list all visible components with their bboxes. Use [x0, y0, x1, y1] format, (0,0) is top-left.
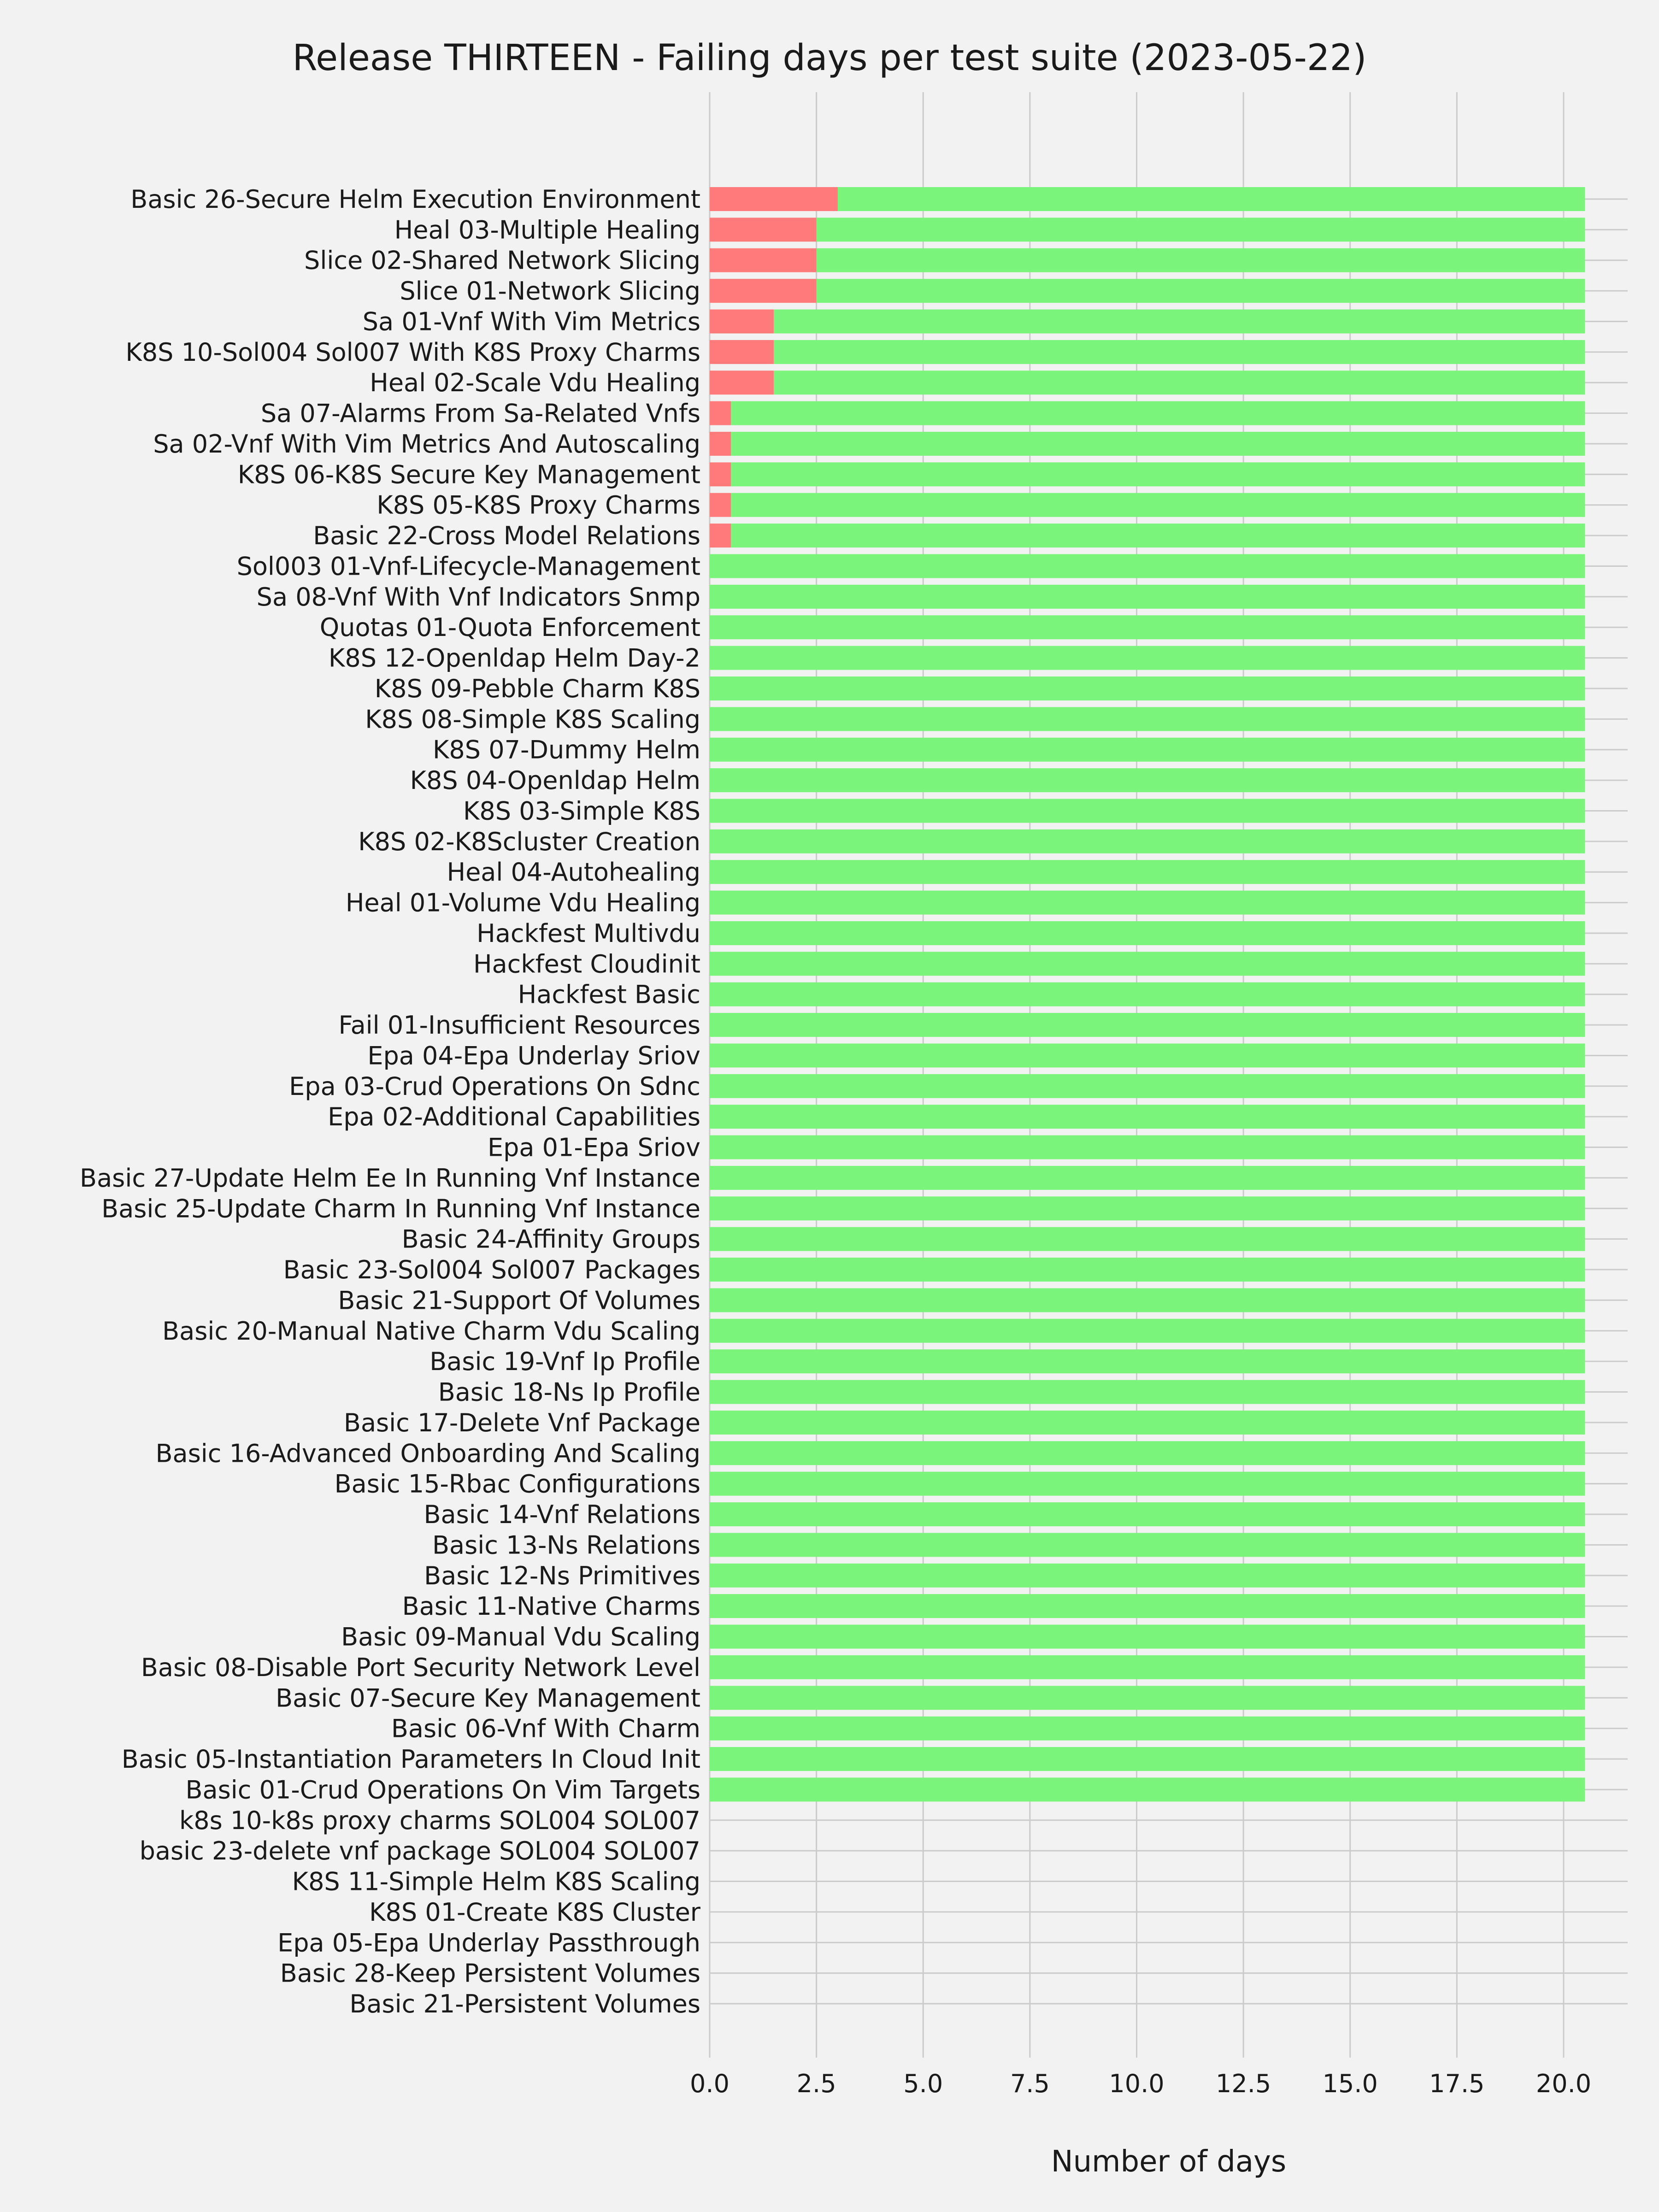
bar-passing [710, 1594, 1585, 1618]
bar-passing [710, 830, 1585, 853]
y-tick-label: Basic 24-Affinity Groups [401, 1224, 700, 1254]
y-tick-label: Basic 20-Manual Native Charm Vdu Scaling [162, 1316, 700, 1346]
bar-passing [710, 646, 1585, 670]
y-tick-label: Fail 01-Insufficient Resources [338, 1011, 700, 1040]
bar-passing [774, 340, 1585, 364]
y-tick-label: Basic 21-Persistent Volumes [349, 1989, 700, 2018]
bar-passing [731, 524, 1585, 547]
y-tick-label: K8S 07-Dummy Helm [433, 735, 700, 765]
y-tick-label: Epa 02-Additional Capabilities [328, 1102, 700, 1132]
bar-passing [710, 554, 1585, 578]
x-tick-label: 2.5 [796, 2069, 836, 2098]
x-tick-label: 7.5 [1010, 2069, 1050, 2098]
y-tick-label: K8S 04-Openldap Helm [410, 766, 700, 795]
bar-failing [710, 493, 731, 517]
y-tick-label: Basic 16-Advanced Onboarding And Scaling [155, 1439, 700, 1468]
y-tick-label: Basic 08-Disable Port Security Network Level [141, 1653, 700, 1682]
y-tick-label: Basic 21-Support Of Volumes [338, 1286, 700, 1315]
bar-passing [710, 1319, 1585, 1343]
bar-passing [710, 1472, 1585, 1496]
y-tick-label: Epa 04-Epa Underlay Sriov [367, 1041, 700, 1071]
y-tick-label: Quotas 01-Quota Enforcement [319, 613, 700, 642]
y-tick-label: Hackfest Cloudinit [473, 949, 700, 979]
y-tick-label: Slice 01-Network Slicing [400, 276, 700, 306]
bar-passing [710, 1043, 1585, 1067]
y-tick-label: Heal 02-Scale Vdu Healing [370, 368, 700, 398]
y-tick-label: Hackfest Basic [518, 980, 700, 1009]
bar-passing [710, 1411, 1585, 1435]
y-tick-label: Sa 08-Vnf With Vnf Indicators Snmp [256, 582, 700, 612]
y-tick-label: Epa 01-Epa Sriov [488, 1133, 700, 1162]
y-tick-label: Heal 03-Multiple Healing [394, 215, 700, 245]
bar-failing [710, 309, 774, 333]
y-tick-label: Basic 14-Vnf Relations [424, 1500, 700, 1530]
bar-passing [774, 309, 1585, 333]
bar-passing [710, 860, 1585, 884]
bar-passing [710, 585, 1585, 609]
y-tick-label: Sa 07-Alarms From Sa-Related Vnfs [260, 399, 700, 428]
y-tick-label: Heal 01-Volume Vdu Healing [345, 888, 700, 918]
y-tick-label: Basic 25-Update Charm In Running Vnf Instance [101, 1194, 700, 1224]
y-tick-label: Basic 07-Secure Key Management [276, 1683, 700, 1713]
y-tick-label: basic 23-delete vnf package SOL004 SOL007 [139, 1836, 700, 1866]
y-tick-label: Basic 09-Manual Vdu Scaling [341, 1622, 700, 1652]
x-tick-label: 5.0 [903, 2069, 943, 2098]
y-tick-label: K8S 01-Create K8S Cluster [369, 1897, 700, 1927]
bar-passing [710, 921, 1585, 945]
bar-passing [710, 952, 1585, 976]
bar-passing [710, 1777, 1585, 1801]
chart-title: Release THIRTEEN - Failing days per test suite (2023-05-22) [292, 37, 1367, 79]
y-tick-label: k8s 10-k8s proxy charms SOL004 SOL007 [179, 1806, 700, 1835]
y-tick-label: K8S 06-K8S Secure Key Management [237, 460, 700, 489]
bar-passing [710, 1349, 1585, 1373]
x-tick-labels [690, 2069, 1591, 2098]
y-tick-label: Basic 26-Secure Helm Execution Environment [130, 185, 700, 214]
y-tick-label: Basic 22-Cross Model Relations [313, 521, 700, 551]
y-tick-label: Sa 02-Vnf With Vim Metrics And Autoscaling [153, 429, 700, 459]
bar-failing [710, 218, 817, 241]
x-tick-label: 20.0 [1535, 2069, 1592, 2098]
bar-passing [710, 1013, 1585, 1037]
x-tick-label: 0.0 [690, 2069, 729, 2098]
bar-passing [710, 677, 1585, 700]
bar-failing [710, 432, 731, 456]
bar-failing [710, 371, 774, 394]
bar-passing [731, 462, 1585, 486]
y-tick-label: Hackfest Multivdu [477, 918, 700, 948]
bar-passing [710, 1380, 1585, 1404]
y-tick-label: K8S 08-Simple K8S Scaling [365, 705, 700, 734]
bar-passing [710, 768, 1585, 792]
y-tick-label: Sa 01-Vnf With Vim Metrics [362, 307, 700, 336]
y-tick-label: Basic 06-Vnf With Charm [391, 1714, 700, 1743]
y-tick-label: K8S 02-K8Scluster Creation [358, 827, 700, 856]
bar-passing [710, 1717, 1585, 1741]
bar-passing [710, 707, 1585, 731]
y-tick-label: Basic 12-Ns Primitives [424, 1561, 700, 1590]
y-tick-label: K8S 09-Pebble Charm K8S [374, 674, 700, 703]
bar-passing [731, 493, 1585, 517]
y-tick-label: Basic 19-Vnf Ip Profile [429, 1347, 700, 1377]
bar-passing [710, 1227, 1585, 1251]
bar-passing [817, 248, 1585, 272]
bar-passing [838, 187, 1585, 211]
bar-passing [710, 1686, 1585, 1710]
bar-passing [710, 1258, 1585, 1282]
x-tick-label: 15.0 [1322, 2069, 1378, 2098]
bar-passing [710, 1074, 1585, 1098]
bar-passing [710, 1166, 1585, 1190]
bar-passing [731, 401, 1585, 425]
y-tick-label: Slice 02-Shared Network Slicing [304, 246, 700, 275]
bar-failing [710, 462, 731, 486]
y-tick-label: Basic 27-Update Helm Ee In Running Vnf Instance [80, 1163, 700, 1193]
bar-passing [710, 1288, 1585, 1312]
y-tick-label: K8S 11-Simple Helm K8S Scaling [292, 1867, 700, 1896]
bar-passing [710, 1625, 1585, 1649]
y-tick-label: Heal 04-Autohealing [447, 858, 700, 887]
y-tick-label: Sol003 01-Vnf-Lifecycle-Management [236, 552, 700, 581]
bar-passing [710, 1747, 1585, 1771]
bar-passing [710, 799, 1585, 823]
bar-failing [710, 279, 817, 303]
bar-passing [710, 738, 1585, 762]
y-tick-label: Basic 23-Sol004 Sol007 Packages [283, 1255, 700, 1285]
y-tick-label: K8S 03-Simple K8S [463, 796, 700, 826]
bar-passing [817, 218, 1585, 241]
y-tick-label: Epa 03-Crud Operations On Sdnc [289, 1071, 700, 1101]
bar-passing [710, 1196, 1585, 1220]
y-tick-label: K8S 05-K8S Proxy Charms [377, 490, 700, 520]
y-tick-label: Basic 18-Ns Ip Profile [438, 1377, 700, 1407]
y-tick-label: K8S 10-Sol004 Sol007 With K8S Proxy Charms [125, 337, 700, 367]
bar-failing [710, 401, 731, 425]
y-tick-label: Basic 15-Rbac Configurations [334, 1469, 700, 1499]
bar-passing [710, 1105, 1585, 1129]
y-tick-label: Basic 13-Ns Relations [432, 1530, 700, 1560]
y-tick-label: Basic 28-Keep Persistent Volumes [280, 1959, 700, 1988]
bar-passing [774, 371, 1585, 394]
y-tick-label: K8S 12-Openldap Helm Day-2 [328, 643, 700, 673]
bar-passing [710, 1135, 1585, 1159]
x-tick-label: 17.5 [1429, 2069, 1485, 2098]
bar-failing [710, 187, 838, 211]
x-axis-label: Number of days [1051, 2145, 1287, 2179]
bar-failing [710, 524, 731, 547]
bar-passing [731, 432, 1585, 456]
y-tick-label: Basic 17-Delete Vnf Package [343, 1408, 700, 1437]
y-tick-label: Basic 05-Instantiation Parameters In Cloud Init [121, 1745, 700, 1774]
bar-passing [710, 1441, 1585, 1465]
bar-passing [710, 982, 1585, 1006]
bar-passing [817, 279, 1585, 303]
y-tick-label: Basic 01-Crud Operations On Vim Targets [185, 1775, 700, 1805]
bar-passing [710, 1533, 1585, 1557]
bar-passing [710, 1502, 1585, 1526]
x-tick-label: 12.5 [1216, 2069, 1271, 2098]
x-tick-label: 10.0 [1109, 2069, 1165, 2098]
y-tick-label: Basic 11-Native Charms [402, 1592, 700, 1621]
bar-passing [710, 1564, 1585, 1588]
bar-failing [710, 248, 817, 272]
bar-passing [710, 891, 1585, 915]
bar-passing [710, 615, 1585, 639]
bar-passing [710, 1655, 1585, 1679]
bar-failing [710, 340, 774, 364]
y-tick-label: Epa 05-Epa Underlay Passthrough [277, 1928, 700, 1958]
